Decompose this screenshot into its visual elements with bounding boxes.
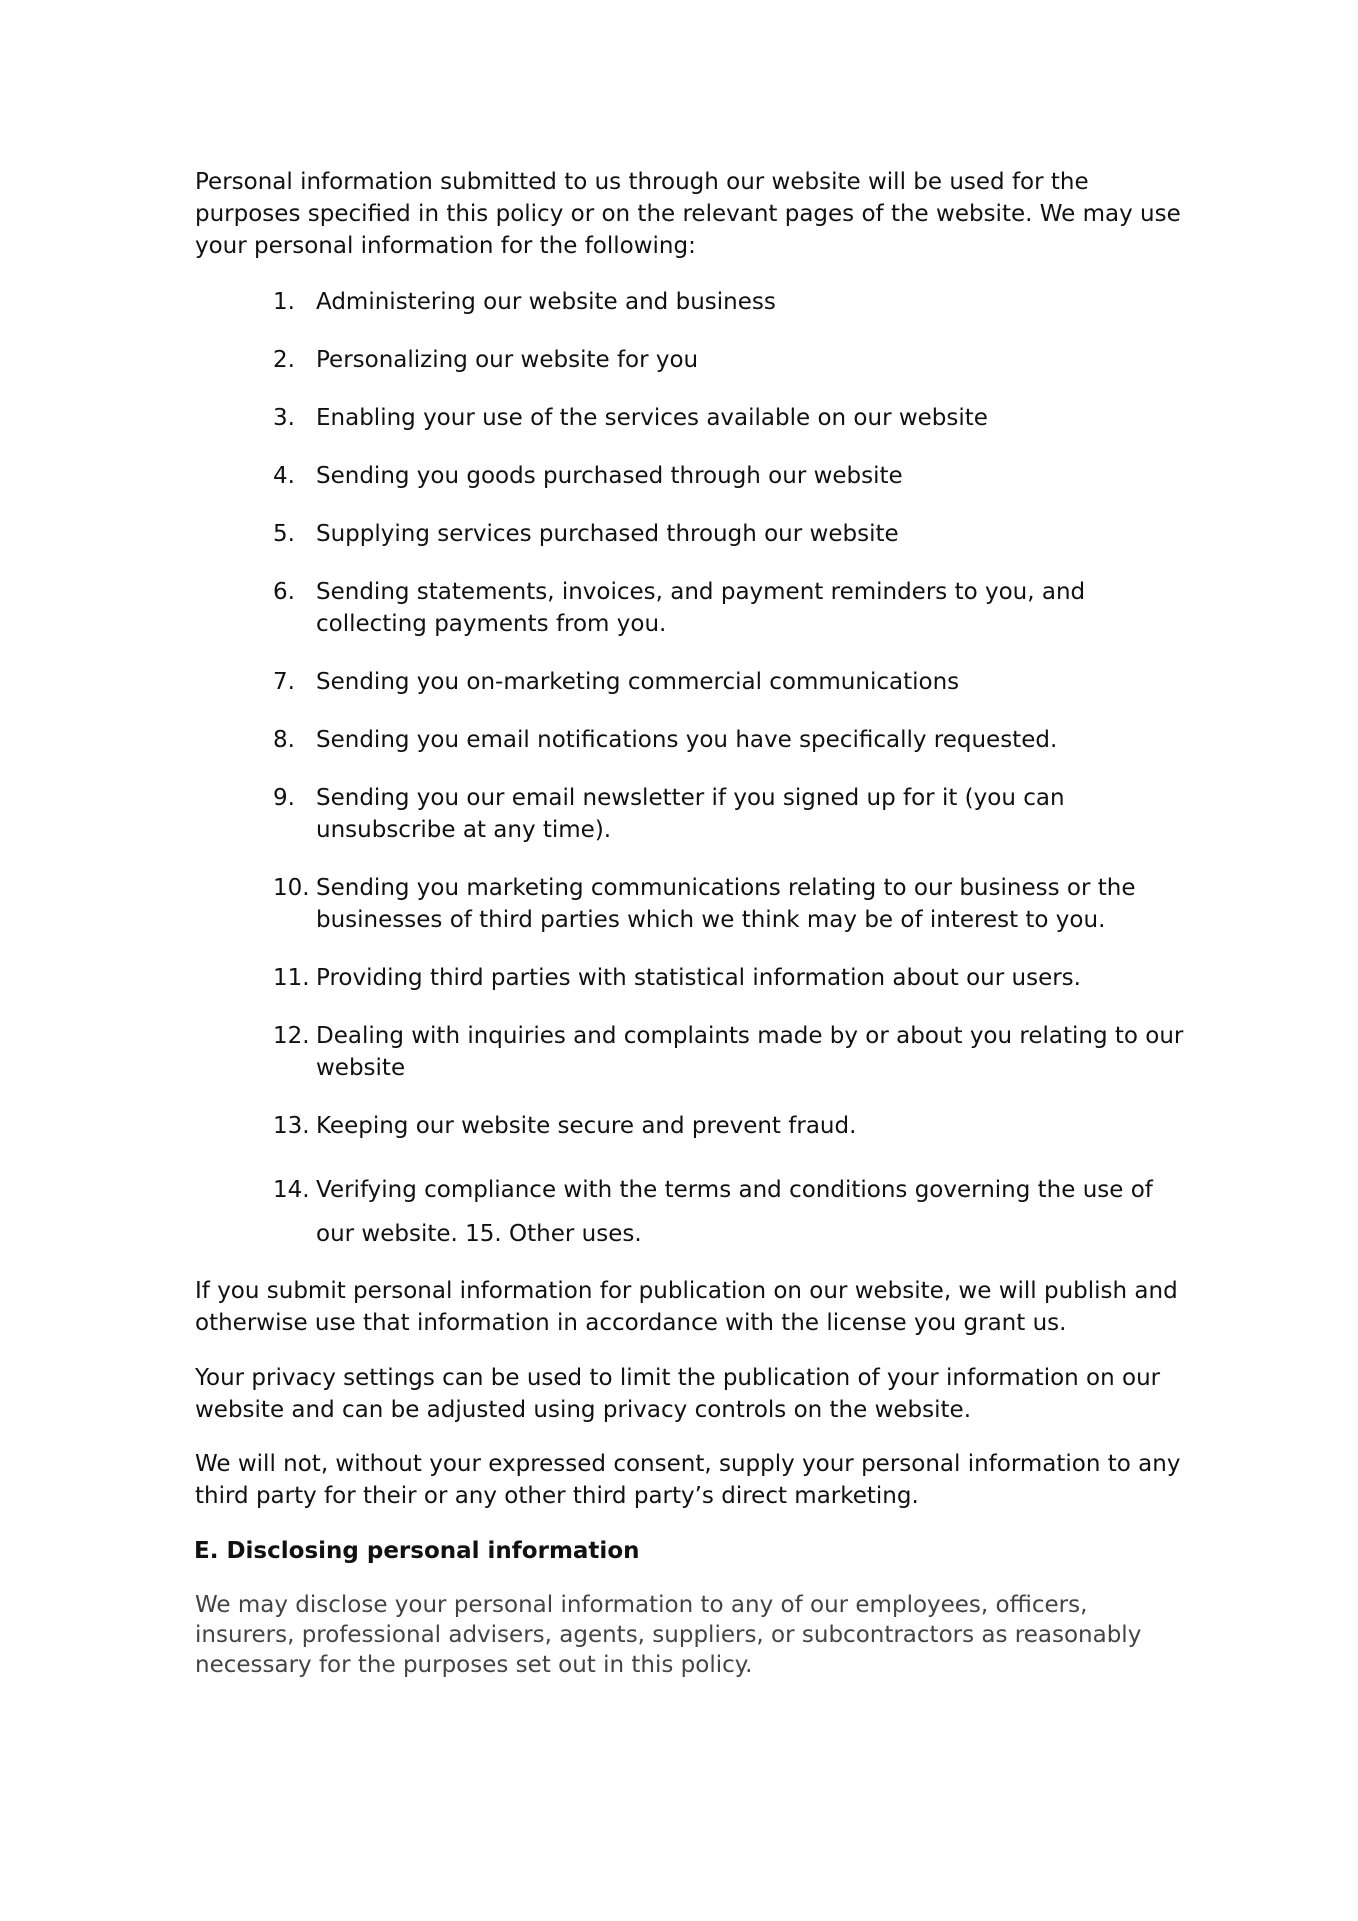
- list-item: [195, 460, 1185, 492]
- list-item: [195, 286, 1185, 318]
- section-heading: E. Disclosing personal information: [194, 1538, 640, 1564]
- list-item-text: Dealing with inquiries and complaints made by or about you relating to our website: [316, 1023, 1184, 1081]
- list-item-number: 2.: [273, 347, 295, 373]
- list-item-number: 6.: [273, 579, 295, 605]
- list-item-number: 13.: [273, 1113, 310, 1139]
- privacy-settings-paragraph: Your privacy settings can be used to limit the publication of your information on our website and can be adjusted using privacy controls on the website.: [195, 1365, 1161, 1423]
- list-item-number: 12.: [273, 1023, 310, 1049]
- list-item-number: 8.: [273, 727, 295, 753]
- list-item-number: 11.: [273, 965, 310, 991]
- list-item: [195, 402, 1185, 434]
- list-item-number: 14.: [273, 1177, 310, 1203]
- list-item-text: Providing third parties with statistical information about our users.: [316, 965, 1081, 991]
- list-item-text: Sending statements, invoices, and payment reminders to you, and collecting payments from you.: [316, 579, 1086, 637]
- list-item: [195, 724, 1185, 756]
- list-item: [195, 344, 1185, 376]
- list-item: [195, 1110, 1185, 1142]
- list-item-text: Sending you on-marketing commercial communications: [316, 669, 960, 695]
- disclosing-paragraph: We may disclose your personal information to any of our employees, officers, insurers, professional advisers, agents, suppliers, or subcontractors as reasonably necessary for the purposes set out in this policy.: [195, 1592, 1142, 1678]
- list-item-text: Enabling your use of the services available on our website: [316, 405, 988, 431]
- list-item-text: Administering our website and business: [316, 289, 776, 315]
- list-item-number: 3.: [273, 405, 295, 431]
- list-item: [195, 782, 1185, 846]
- list-item-number: 1.: [273, 289, 295, 315]
- list-item: [195, 1020, 1185, 1084]
- list-item: [195, 518, 1185, 550]
- list-item: [195, 666, 1185, 698]
- list-item-text: Sending you goods purchased through our website: [316, 463, 903, 489]
- list-item-number: 5.: [273, 521, 295, 547]
- list-item-text: Personalizing our website for you: [316, 347, 699, 373]
- list-item-number: 9.: [273, 785, 295, 811]
- list-item: [195, 962, 1185, 994]
- list-item-text: Sending you marketing communications relating to our business or the businesses of third parties which we think may be of interest to you.: [316, 875, 1136, 933]
- list-item: [195, 872, 1185, 936]
- consent-paragraph: We will not, without your expressed consent, supply your personal information to any third party for their or any other third party’s direct marketing.: [195, 1451, 1181, 1509]
- intro-paragraph: Personal information submitted to us through our website will be used for the purposes specified in this policy or on the relevant pages of the website. We may use your personal information for the following:: [195, 169, 1181, 259]
- list-item-text: Keeping our website secure and prevent fraud.: [316, 1113, 857, 1139]
- list-item-number: 7.: [273, 669, 295, 695]
- list-item-text: Sending you our email newsletter if you signed up for it (you can unsubscribe at any time).: [316, 785, 1065, 843]
- list-item-text: Verifying compliance with the terms and conditions governing the use of our website. 15. Other uses.: [316, 1177, 1153, 1247]
- list-item: [195, 576, 1185, 640]
- list-item-number: 10.: [273, 875, 310, 901]
- list-item-text: Sending you email notifications you have specifically requested.: [316, 727, 1058, 753]
- list-item-text: Supplying services purchased through our website: [316, 521, 899, 547]
- publication-paragraph: If you submit personal information for publication on our website, we will publish and otherwise use that information in accordance with the license you grant us.: [195, 1278, 1178, 1336]
- list-item: [195, 1168, 1185, 1256]
- list-item-number: 4.: [273, 463, 295, 489]
- uses-list: [195, 286, 1185, 1282]
